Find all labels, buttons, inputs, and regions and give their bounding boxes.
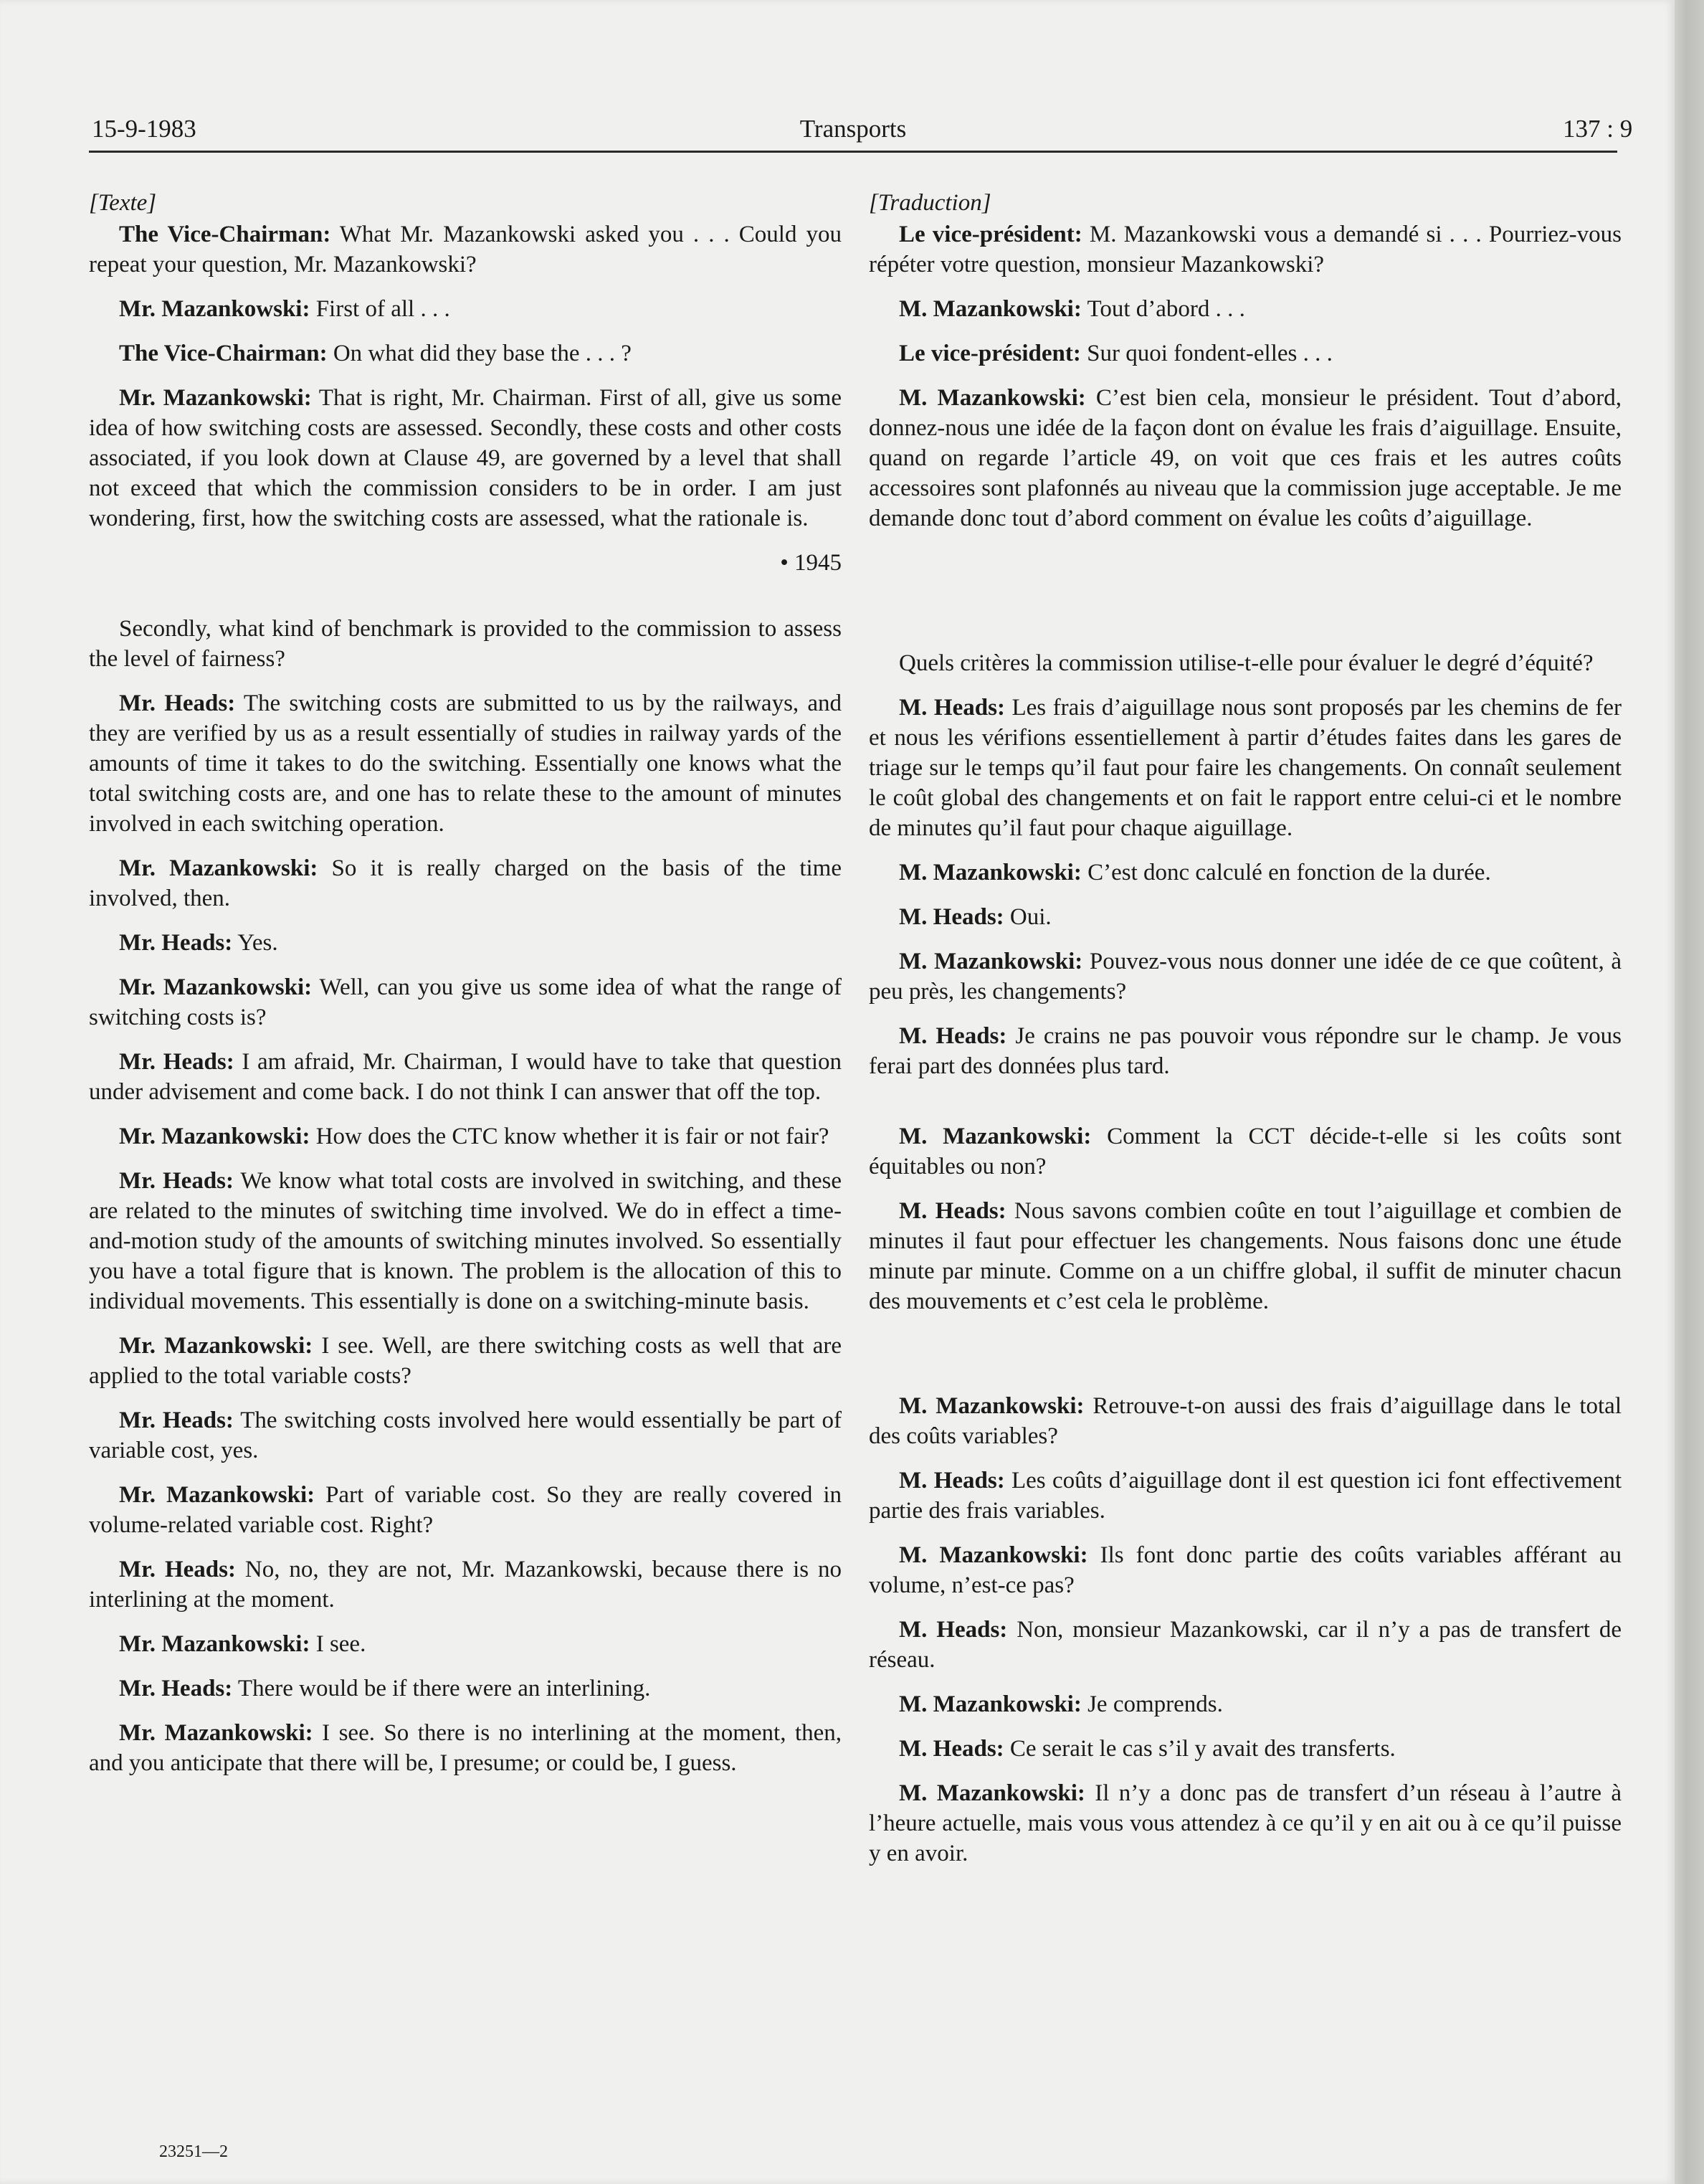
paragraph <box>869 219 1622 280</box>
speaker-name: M. Heads: <box>899 1468 1005 1494</box>
paragraph-text: I see. Well, are there switching costs as well that are applied to the total variable costs? <box>89 1333 842 1389</box>
paragraph-text: Retrouve-t-on aussi des frais d’aiguillage dans le total des coûts variables? <box>869 1393 1622 1449</box>
paragraph <box>89 294 842 324</box>
paragraph <box>869 693 1622 843</box>
paragraph <box>89 972 842 1032</box>
paragraph-text: Je crains ne pas pouvoir vous répondre sur le champ. Je vous ferai part des données plus tard. <box>869 1023 1622 1079</box>
paragraph-text: There would be if there were an interlining. <box>237 1676 651 1701</box>
paragraph-text: Non, monsieur Mazankowski, car il n’y a pas de transfert de réseau. <box>869 1617 1622 1673</box>
paragraph-text: Comment la CCT décide-t-elle si les coûts sont équitables ou non? <box>869 1124 1622 1179</box>
speaker-name: Mr. Mazankowski: <box>119 974 313 1000</box>
speaker-name: M. Mazankowski: <box>899 296 1082 322</box>
speaker-name: M. Mazankowski: <box>899 385 1086 411</box>
paragraph <box>89 1331 842 1391</box>
paragraph-text: I am afraid, Mr. Chairman, I would have to take that question under advisement and come back. I do not think I can answer that off the top. <box>89 1049 842 1105</box>
paragraph <box>869 946 1622 1007</box>
paragraph-text: Nous savons combien coûte en tout l’aiguillage et combien de minutes il faut pour effectuer les changements. Nous faisons donc une étude minute par minute. Comme on a un chiffre global, il suffit de minuter chacun des mouvements et c’est cela le problème. <box>869 1198 1622 1314</box>
speaker-name: M. Heads: <box>899 695 1005 721</box>
paragraph-text: Il n’y a donc pas de transfert d’un réseau à l’autre à l’heure actuelle, mais vous vous attendez à ce qu’il y en ait ou à ce qu’il puisse y en avoir. <box>869 1780 1622 1866</box>
speaker-name: Mr. Mazankowski: <box>119 1333 313 1359</box>
speaker-name: M. Mazankowski: <box>899 1124 1092 1149</box>
paragraph <box>869 1540 1622 1600</box>
speaker-name: M. Mazankowski: <box>899 949 1083 974</box>
paragraph <box>89 1554 842 1615</box>
paragraph-text: I see. So there is no interlining at the moment, then, and you anticipate that there will be, I presume; or could be, I guess. <box>89 1720 842 1776</box>
paragraph-text: I see. <box>315 1631 366 1657</box>
paragraph <box>89 1673 842 1704</box>
speaker-name: M. Heads: <box>899 1198 1006 1224</box>
speaker-name: Le vice-président: <box>899 222 1082 247</box>
speaker-name: Mr. Heads: <box>119 1557 236 1582</box>
header-page-number: 137 : 9 <box>1563 115 1633 143</box>
paragraph-text: Ce serait le cas s’il y avait des transferts. <box>1009 1736 1396 1762</box>
paragraph <box>869 1615 1622 1675</box>
paragraph-text: We know what total costs are involved in switching, and these are related to the minutes of switching time involved. We do in effect a time-and-motion study of the amounts of switching minutes involved. So essentially you have a total figure that is known. The problem is the allocation of this to individual movements. This essentially is done on a switching-minute basis. <box>89 1168 842 1314</box>
paragraph-text: Sur quoi fondent-elles . . . <box>1087 341 1333 366</box>
paragraph-text: Tout d’abord . . . <box>1087 296 1245 322</box>
paragraph <box>89 219 842 280</box>
paragraph <box>869 858 1622 888</box>
speaker-name: Le vice-président: <box>899 341 1081 366</box>
paragraph <box>869 1778 1622 1869</box>
paragraph-text: M. Mazankowski vous a demandé si . . . Pourriez-vous répéter votre question, monsieur Mazankowski? <box>869 222 1622 277</box>
paragraph <box>89 1166 842 1316</box>
spacer <box>869 1096 1622 1121</box>
paragraph <box>89 928 842 958</box>
english-column <box>89 188 842 1793</box>
paragraph <box>869 1021 1622 1081</box>
speaker-name: The Vice-Chairman: <box>119 341 328 366</box>
speaker-name: M. Heads: <box>899 1617 1008 1643</box>
paragraph-text: Les frais d’aiguillage nous sont proposés par les chemins de fer et nous les vérifions essentiellement à partir d’études faites dans les gares de triage sur le temps qu’il faut pour faire les changements. On connaît seulement le coût global des changements et on fait le rapport entre celui-ci et le nombre de minutes qu’il faut pour chaque aiguillage. <box>869 695 1622 841</box>
speaker-name: Mr. Mazankowski: <box>119 296 310 322</box>
speaker-name: M. Heads: <box>899 904 1004 930</box>
paragraph <box>89 338 842 369</box>
paragraph <box>869 902 1622 932</box>
paragraph-text: Yes. <box>237 930 278 956</box>
speaker-name: Mr. Heads: <box>119 690 236 716</box>
footer-code: 23251—2 <box>159 2142 228 2161</box>
speaker-name: M. Mazankowski: <box>899 1691 1082 1717</box>
paragraph-text: Pouvez-vous nous donner une idée de ce que coûtent, à peu près, les changements? <box>869 949 1622 1005</box>
paragraph <box>89 383 842 533</box>
french-block-4 <box>869 1391 1622 1869</box>
paragraph-text: What Mr. Mazankowski asked you . . . Could you repeat your question, Mr. Mazankowski? <box>89 222 842 277</box>
french-block-2 <box>869 648 1622 1081</box>
paragraph-text: So it is really charged on the basis of the time involved, then. <box>89 855 842 911</box>
paragraph-text: Ils font donc partie des coûts variables afférant au volume, n’est-ce pas? <box>869 1542 1622 1598</box>
paragraph-text: The switching costs are submitted to us by the railways, and they are verified by us as a result essentially of studies in railway yards of the amounts of time it takes to do the switching. Essentially one knows what the total switching costs are, and one has to relate these to the amount of minutes involved in each switching operation. <box>89 690 842 837</box>
speaker-name: Mr. Mazankowski: <box>119 1631 310 1657</box>
paragraph-text: Quels critères la commission utilise-t-elle pour évaluer le degré d’équité? <box>899 650 1594 676</box>
paragraph <box>89 1480 842 1540</box>
paragraph <box>89 853 842 913</box>
paragraph-text: Part of variable cost. So they are really covered in volume-related variable cost. Right? <box>89 1482 842 1538</box>
paragraph <box>869 383 1622 533</box>
paragraph <box>89 1405 842 1466</box>
speaker-name: M. Mazankowski: <box>899 1542 1088 1568</box>
speaker-name: Mr. Heads: <box>119 930 233 956</box>
speaker-name: M. Mazankowski: <box>899 1393 1085 1419</box>
paragraph <box>869 1466 1622 1526</box>
english-block-1 <box>89 219 842 533</box>
column-label: [Texte] <box>89 190 157 216</box>
paragraph <box>89 1718 842 1778</box>
header-title: Transports <box>799 115 907 143</box>
paragraph <box>869 648 1622 678</box>
speaker-name: M. Mazankowski: <box>899 1780 1085 1806</box>
speaker-name: Mr. Mazankowski: <box>119 1124 310 1149</box>
paragraph-text: C’est donc calculé en fonction de la durée. <box>1087 860 1491 886</box>
paragraph <box>89 614 842 674</box>
french-column <box>869 188 1622 1883</box>
column-label: [Traduction] <box>869 190 991 216</box>
header-rule <box>89 151 1617 153</box>
spacer <box>869 548 1622 648</box>
speaker-name: M. Heads: <box>899 1023 1007 1049</box>
english-block-2 <box>89 614 842 1778</box>
paragraph-text: Secondly, what kind of benchmark is provided to the commission to assess the level of fairness? <box>89 616 842 672</box>
paragraph-text: Les coûts d’aiguillage dont il est question ici font effectivement partie des frais variables. <box>869 1468 1622 1524</box>
header-date: 15-9-1983 <box>92 115 196 143</box>
speaker-name: M. Heads: <box>899 1736 1004 1762</box>
paragraph <box>89 1047 842 1107</box>
spacer <box>869 1331 1622 1391</box>
speaker-name: Mr. Mazankowski: <box>119 1720 313 1746</box>
paragraph <box>869 1391 1622 1451</box>
french-block-1 <box>869 219 1622 533</box>
speaker-name: The Vice-Chairman: <box>119 222 331 247</box>
paragraph <box>869 1734 1622 1764</box>
paragraph-text: No, no, they are not, Mr. Mazankowski, because there is no interlining at the moment. <box>89 1557 842 1613</box>
paragraph <box>869 1689 1622 1719</box>
paragraph-text: First of all . . . <box>315 296 450 322</box>
speaker-name: Mr. Mazankowski: <box>119 1482 315 1508</box>
paragraph-text: Well, can you give us some idea of what the range of switching costs is? <box>89 974 842 1030</box>
paragraph-text: Oui. <box>1009 904 1052 930</box>
paragraph <box>89 1121 842 1152</box>
paragraph-text: C’est bien cela, monsieur le président. Tout d’abord, donnez-nous une idée de la façon dont on évalue les frais d’aiguillage. Ensuite, quand on regarde l’article 49, on voit que ces frais et les autres coûts accessoires sont plafonnés au niveau que la commission juge acceptable. Je me demande donc tout d’abord comment on évalue les coûts d’aiguillage. <box>869 385 1622 531</box>
paragraph <box>869 1196 1622 1316</box>
paragraph-text: The switching costs involved here would essentially be part of variable cost, yes. <box>89 1407 842 1463</box>
paragraph <box>869 294 1622 324</box>
paragraph-text: On what did they base the . . . ? <box>333 341 632 366</box>
french-block-3 <box>869 1121 1622 1316</box>
speaker-name: Mr. Mazankowski: <box>119 855 318 881</box>
speaker-name: Mr. Heads: <box>119 1168 234 1194</box>
speaker-name: Mr. Mazankowski: <box>119 385 312 411</box>
time-marker: • 1945 <box>780 550 842 576</box>
speaker-name: Mr. Heads: <box>119 1676 233 1701</box>
speaker-name: M. Mazankowski: <box>899 860 1082 886</box>
paragraph-text: That is right, Mr. Chairman. First of all, give us some idea of how switching costs are assessed. Secondly, these costs and other costs associated, if you look down at Clause 49, are governed by a level that shall not exceed that which the commission considers to be in order. I am just wondering, first, how the switching costs are assessed, what the rationale is. <box>89 385 842 531</box>
paragraph <box>89 688 842 839</box>
paragraph-text: Je comprends. <box>1087 1691 1223 1717</box>
page-edge <box>1675 0 1704 2184</box>
speaker-name: Mr. Heads: <box>119 1049 234 1075</box>
paragraph <box>869 338 1622 369</box>
paragraph <box>869 1121 1622 1182</box>
speaker-name: Mr. Heads: <box>119 1407 234 1433</box>
paragraph-text: How does the CTC know whether it is fair or not fair? <box>315 1124 829 1149</box>
paragraph <box>89 1629 842 1659</box>
